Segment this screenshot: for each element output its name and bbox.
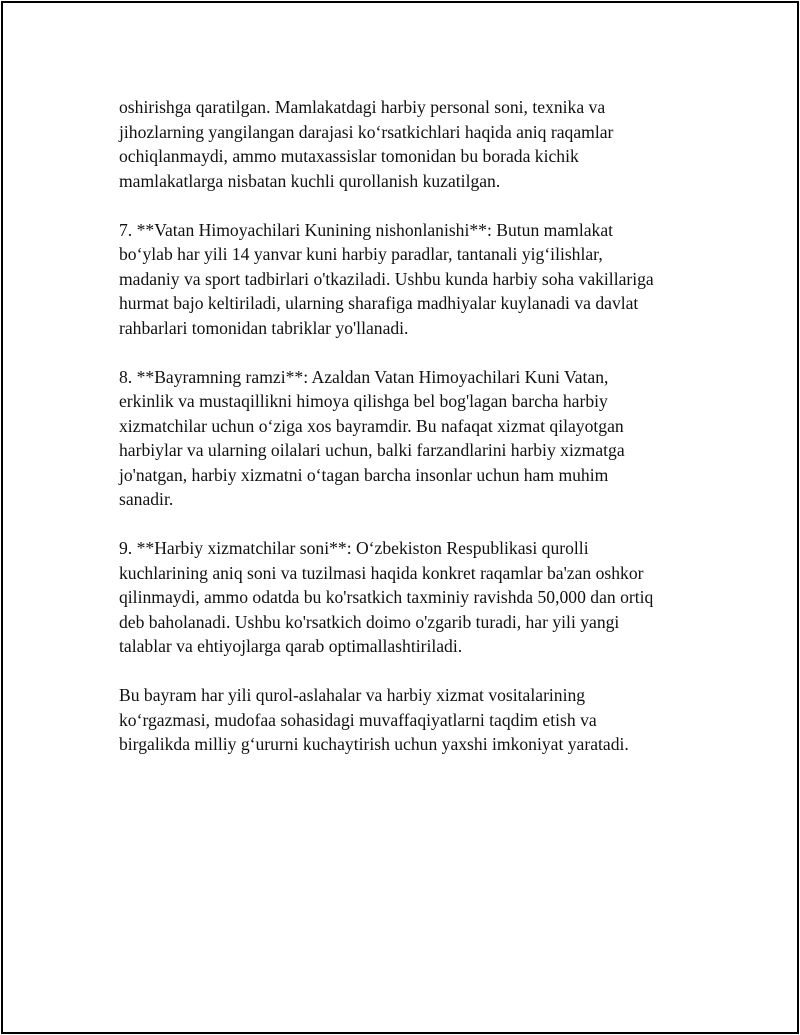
text-line: sanadir. — [119, 489, 174, 509]
text-line: rahbarlari tomonidan tabriklar yo'llanadi. — [119, 317, 409, 338]
paragraph-item-9 — [119, 536, 699, 659]
text-line: erkinlik va mustaqillikni himoya qilishga bel bog'lagan barcha harbiy — [119, 391, 608, 411]
text-line: oshirishga qaratilgan. Mamlakatdagi harbiy personal soni, texnika va — [119, 97, 606, 117]
text-line: bo‘ylab har yili 14 yanvar kuni harbiy paradlar, tantanali yig‘ilishlar, — [119, 244, 603, 264]
paragraph-conclusion — [119, 683, 699, 757]
text-line: madaniy va sport tadbirlari o'tkaziladi. Ushbu kunda harbiy soha vakillariga — [119, 268, 654, 289]
text-line: qilinmaydi, ammo odatda bu ko'rsatkich taxminiy ravishda 50,000 dan ortiq — [119, 587, 654, 607]
text-line: jihozlarning yangilangan darajasi ko‘rsatkichlari haqida aniq raqamlar — [119, 121, 614, 142]
text-line: harbiylar va ularning oilalari uchun, balki farzandlarini harbiy xizmatga — [119, 440, 625, 460]
text-line: 7. **Vatan Himoyachilari Kunining nishonlanishi**: Butun mamlakat — [119, 219, 614, 240]
text-line: ko‘rgazmasi, mudofaa sohasidagi muvaffaqiyatlarni taqdim etish va — [119, 709, 597, 730]
paragraph-intro-continuation — [119, 95, 699, 193]
text-line: ochiqlanmaydi, ammo mutaxassislar tomonidan bu borada kichik — [119, 146, 579, 166]
text-line: deb baholanadi. Ushbu ko'rsatkich doimo o'zgarib turadi, har yili yangi — [119, 611, 620, 632]
text-line: 9. **Harbiy xizmatchilar soni**: O‘zbekiston Respublikasi qurolli — [119, 538, 589, 558]
document-body — [119, 95, 699, 781]
paragraph-item-7 — [119, 218, 699, 341]
paragraph-item-8 — [119, 365, 699, 512]
text-line: mamlakatlarga nisbatan kuchli qurollanish kuzatilgan. — [119, 170, 501, 191]
text-line: 8. **Bayramning ramzi**: Azaldan Vatan Himoyachilari Kuni Vatan, — [119, 366, 609, 387]
text-line: jo'natgan, harbiy xizmatni o‘tagan barcha insonlar uchun ham muhim — [119, 464, 609, 485]
text-line: xizmatchilar uchun o‘ziga xos bayramdir. Bu nafaqat xizmat qilayotgan — [119, 415, 624, 436]
text-line: hurmat bajo keltiriladi, ularning sharafiga madhiyalar kuylanadi va davlat — [119, 293, 639, 313]
text-line: Bu bayram har yili qurol-aslahalar va harbiy xizmat vositalarining — [119, 685, 586, 705]
document-page — [1, 1, 799, 1034]
text-line: talablar va ehtiyojlarga qarab optimallashtiriladi. — [119, 636, 463, 656]
text-line: birgalikda milliy g‘ururni kuchaytirish uchun yaxshi imkoniyat yaratadi. — [119, 734, 629, 754]
text-line: kuchlarining aniq soni va tuzilmasi haqida konkret raqamlar ba'zan oshkor — [119, 562, 644, 583]
